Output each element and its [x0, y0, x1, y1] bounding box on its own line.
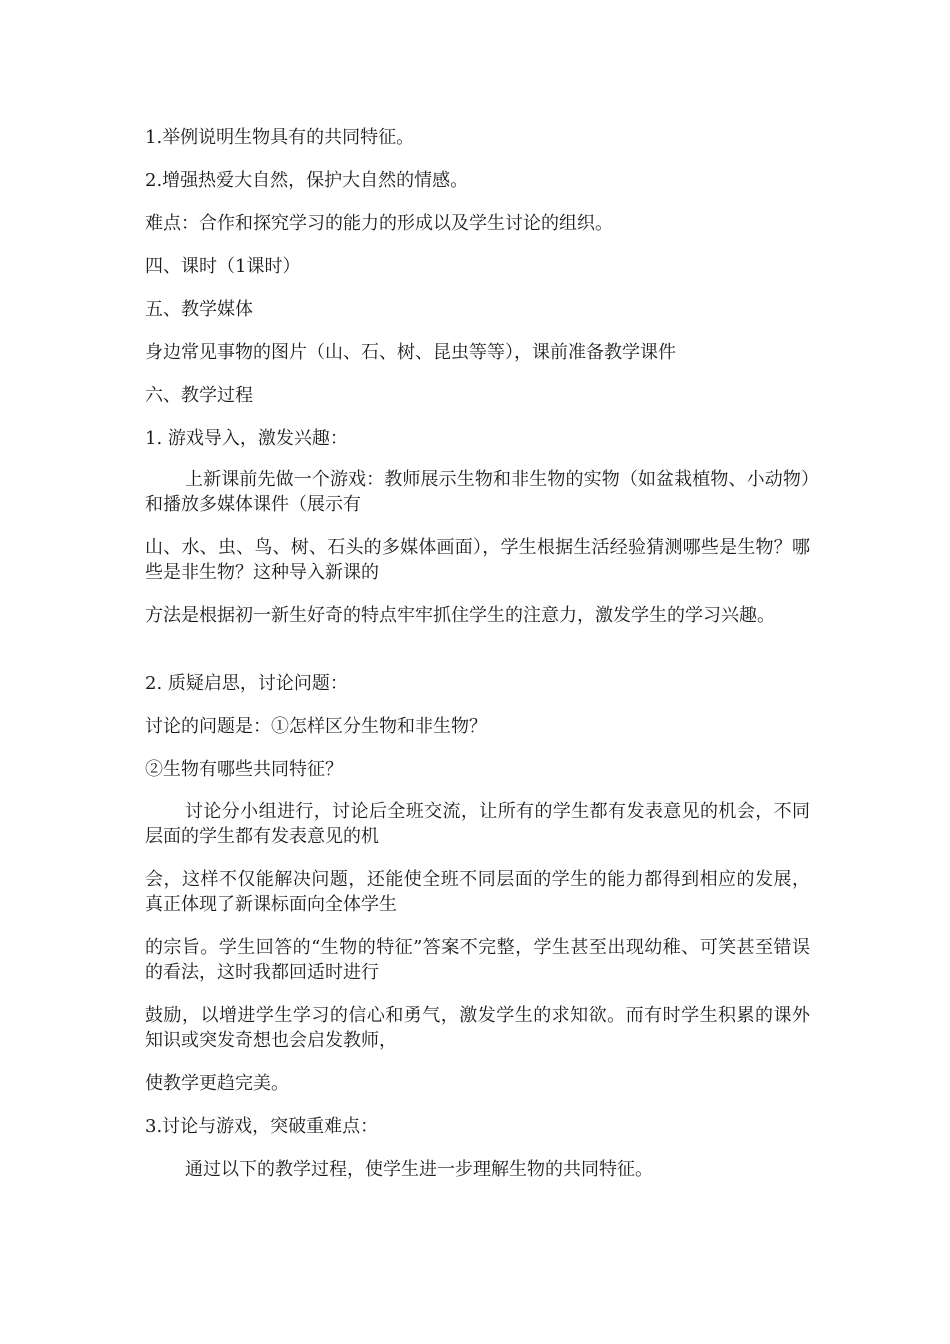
- step-1-heading: 1. 游戏导入，激发兴趣：: [145, 428, 348, 449]
- step-2-paragraph-b: 会，这样不仅能解决问题，还能使全班不同层面的学生的能力都得到相应的发展，真正体现了新课标面向全体学生: [145, 869, 810, 915]
- section-heading-teaching-process: 六、教学过程: [145, 385, 253, 406]
- step-2-paragraph-e: 使教学更趋完美。: [145, 1073, 289, 1094]
- objective-2: 2.增强热爱大自然，保护大自然的情感。: [145, 170, 469, 191]
- step-1-paragraph-b: 山、水、虫、鸟、树、石头的多媒体画面），学生根据生活经验猜测哪些是生物？哪些是非生物？这种导入新课的: [145, 537, 810, 583]
- step-2-paragraph-c: 的宗旨。学生回答的“生物的特征”答案不完整，学生甚至出现幼稚、可笑甚至错误的看法，这时我都回适时进行: [145, 937, 810, 983]
- step-2-heading: 2. 质疑启思，讨论问题：: [145, 673, 348, 694]
- discussion-question-1: 讨论的问题是：①怎样区分生物和非生物？: [145, 716, 487, 737]
- difficulty-point: 难点：合作和探究学习的能力的形成以及学生讨论的组织。: [145, 213, 613, 234]
- step-2-paragraph-a: 讨论分小组进行，讨论后全班交流，让所有的学生都有发表意见的机会，不同层面的学生都有发表意见的机: [145, 801, 810, 847]
- step-3-paragraph: 通过以下的教学过程，使学生进一步理解生物的共同特征。: [185, 1159, 653, 1180]
- step-1-paragraph-c: 方法是根据初一新生好奇的特点牢牢抓住学生的注意力，激发学生的学习兴趣。: [145, 605, 775, 626]
- step-2-paragraph-d: 鼓励，以增进学生学习的信心和勇气，激发学生的求知欲。而有时学生积累的课外知识或突发奇想也会启发教师，: [145, 1005, 810, 1051]
- step-3-heading: 3.讨论与游戏，突破重难点：: [145, 1116, 379, 1137]
- section-heading-teaching-media: 五、教学媒体: [145, 299, 253, 320]
- teaching-media-text: 身边常见事物的图片（山、石、树、昆虫等等），课前准备教学课件: [145, 342, 676, 363]
- section-heading-class-hours: 四、课时（1课时）: [145, 256, 301, 277]
- step-1-paragraph-a: 上新课前先做一个游戏：教师展示生物和非生物的实物（如盆栽植物、小动物）和播放多媒体课件（展示有: [145, 469, 810, 515]
- discussion-question-2: ②生物有哪些共同特征？: [145, 759, 343, 780]
- objective-1: 1.举例说明生物具有的共同特征。: [145, 127, 415, 148]
